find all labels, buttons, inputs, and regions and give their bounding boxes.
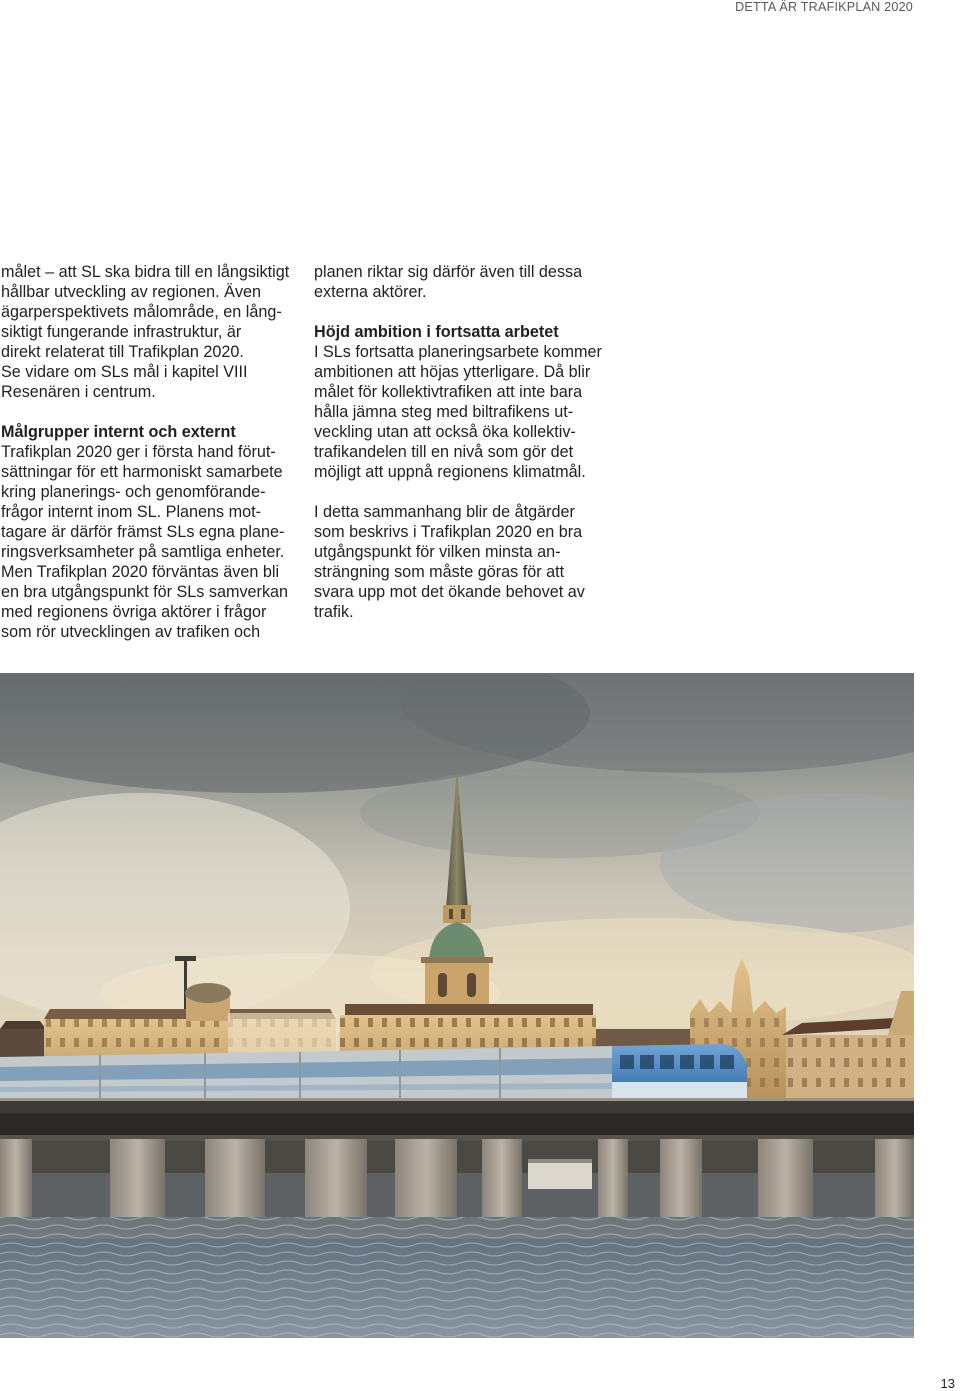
text-line: utgångspunkt för vilken minsta an-	[314, 543, 561, 561]
text-line: trafik.	[314, 603, 354, 621]
text-line: Se vidare om SLs mål i kapitel VIII	[1, 363, 248, 381]
section-raised-ambition	[314, 322, 614, 482]
text-line: hållbar utveckling av regionen. Även	[1, 283, 262, 301]
text-line: kring planerings- och genomförande-	[1, 483, 266, 501]
section-target-groups	[1, 422, 301, 642]
section-heading: Höjd ambition i fortsatta arbetet	[314, 323, 559, 341]
text-line: sättningar för ett harmoniskt samarbete	[1, 463, 283, 481]
text-line: svara upp mot det ökande behovet av	[314, 583, 585, 601]
text-line: trafikandelen till en nivå som gör det	[314, 443, 574, 461]
text-line: externa aktörer.	[314, 283, 427, 301]
text-line: Trafikplan 2020 ger i första hand förut-	[1, 443, 276, 461]
text-line: som beskrivs i Trafikplan 2020 en bra	[314, 523, 583, 541]
left-text-column	[1, 262, 301, 662]
paragraph-measures	[314, 502, 614, 622]
text-line: Men Trafikplan 2020 förväntas även bli	[1, 563, 280, 581]
text-line: möjligt att uppnå regionens klimatmål.	[314, 463, 586, 481]
text-line: I SLs fortsatta planeringsarbete kommer	[314, 343, 602, 361]
text-line: med regionens övriga aktörer i frågor	[1, 603, 267, 621]
photo-water	[0, 1217, 914, 1338]
text-line: ägarperspektivets målområde, en lång-	[1, 303, 282, 321]
text-line: strängning som måste göras för att	[314, 563, 565, 581]
text-line: hålla jämna steg med biltrafikens ut-	[314, 403, 574, 421]
text-line: målet – att SL ska bidra till en långsiktigt	[1, 263, 290, 281]
text-line: siktigt fungerande infrastruktur, är	[1, 323, 242, 341]
page-number: 13	[940, 1376, 955, 1391]
photo-bridge-deck	[0, 1098, 914, 1141]
section-body	[314, 342, 614, 482]
text-line: en bra utgångspunkt för SLs samverkan	[1, 583, 289, 601]
photo-stockholm-train-bridge	[0, 673, 914, 1338]
text-line: Resenären i centrum.	[1, 383, 156, 401]
section-body	[1, 442, 301, 642]
text-line: ringsverksamheter på samtliga enheter.	[1, 543, 285, 561]
text-line: planen riktar sig därför även till dessa	[314, 263, 583, 281]
text-line: ambitionen att höjas ytterligare. Då blir	[314, 363, 591, 381]
running-title: DETTA ÄR TRAFIKPLAN 2020	[735, 0, 913, 14]
photo-illustration	[0, 673, 914, 1338]
text-line: veckling utan att också öka kollektiv-	[314, 423, 576, 441]
text-line: målet för kollektivtrafiken att inte bara	[314, 383, 583, 401]
section-heading: Målgrupper internt och externt	[1, 423, 236, 441]
photo-bridge-piers	[0, 1139, 914, 1219]
text-line: I detta sammanhang blir de åtgärder	[314, 503, 575, 521]
text-line: direkt relaterat till Trafikplan 2020.	[1, 343, 244, 361]
text-line: frågor internt inom SL. Planens mot-	[1, 503, 262, 521]
paragraph-external-actors	[314, 262, 614, 302]
text-line: som rör utvecklingen av trafiken och	[1, 623, 261, 641]
paragraph-ownership-goals	[1, 262, 301, 402]
right-text-column	[314, 262, 614, 642]
text-line: tagare är därför främst SLs egna plane-	[1, 523, 285, 541]
